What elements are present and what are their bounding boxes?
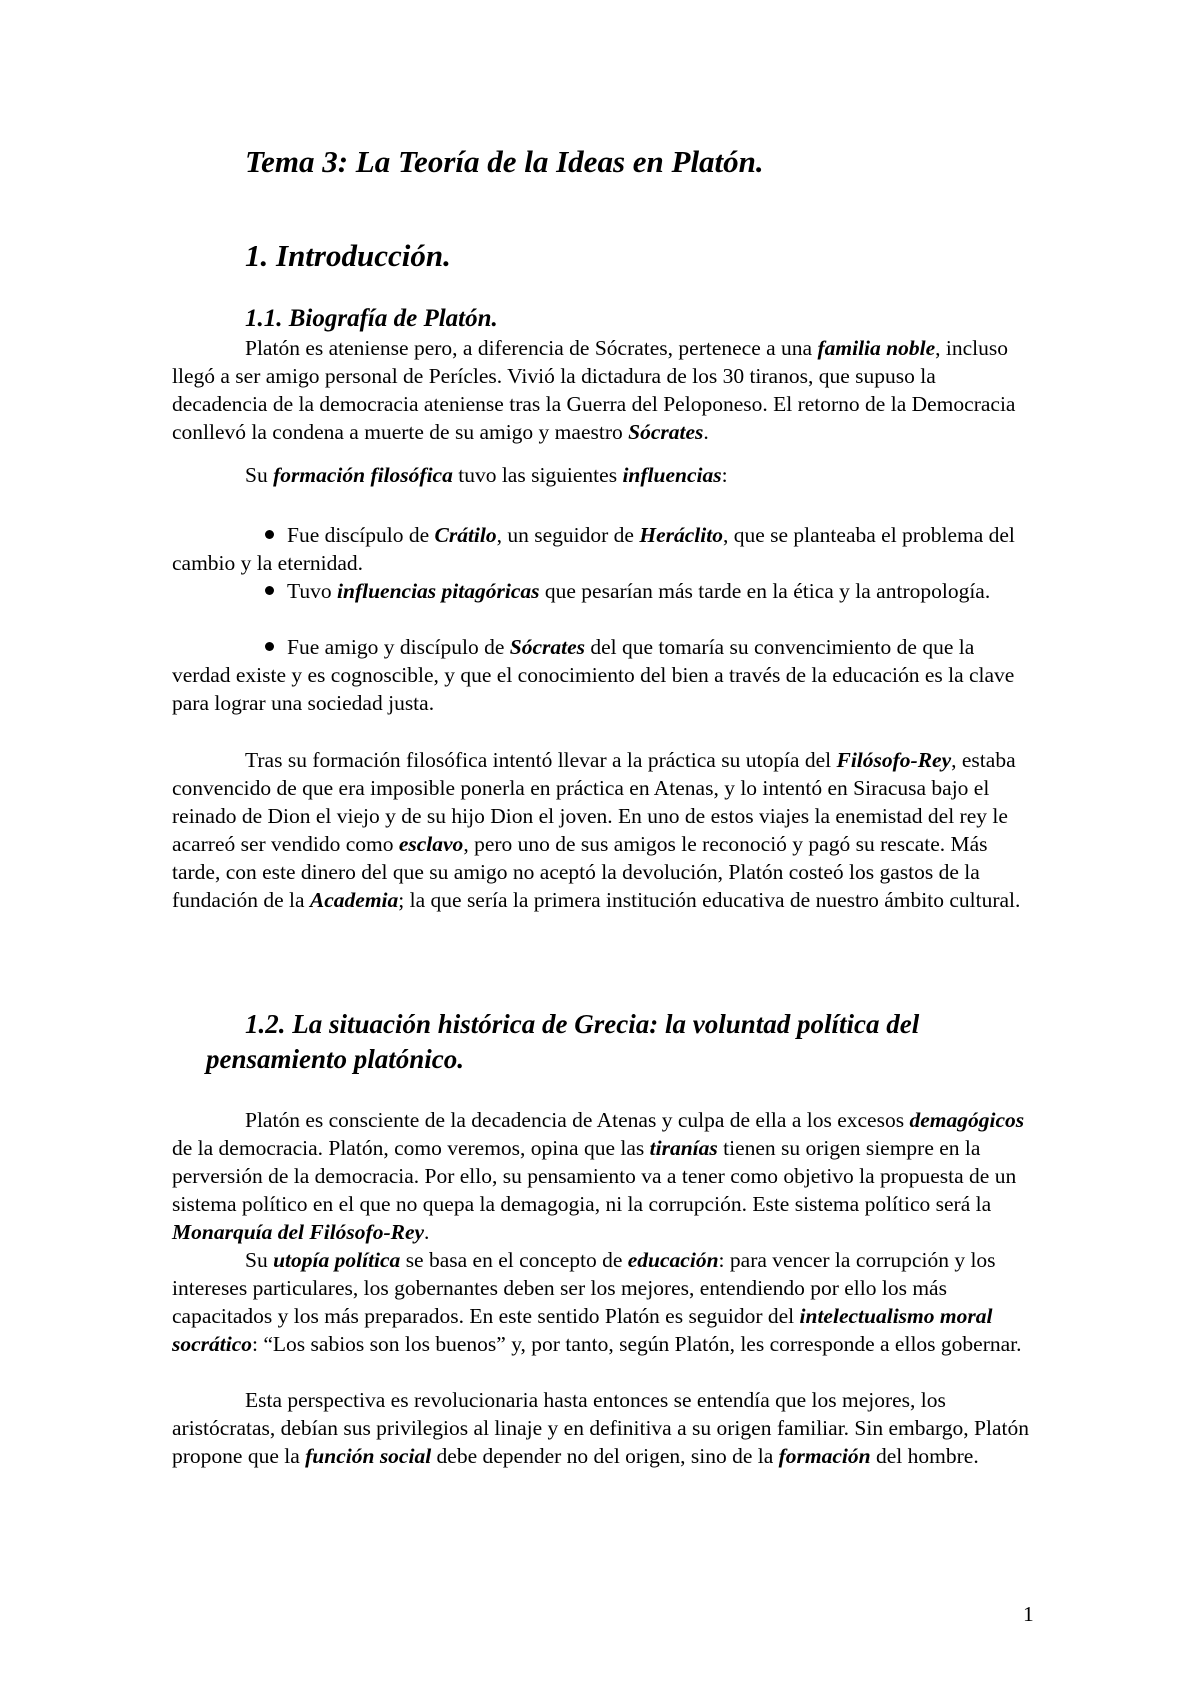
emphasis-demagogicos: demagógicos bbox=[909, 1108, 1025, 1132]
bullet-icon bbox=[265, 642, 274, 651]
emphasis-influencias-pitagoricas: influencias pitagóricas bbox=[337, 579, 540, 603]
text-run: Fue amigo y discípulo de bbox=[287, 635, 510, 659]
text-run: , un seguidor de bbox=[496, 523, 640, 547]
subsection-heading-biografia: 1.1. Biografía de Platón. bbox=[245, 305, 498, 332]
list-item-socrates bbox=[172, 633, 1032, 717]
paragraph-perspectiva-revolucionaria bbox=[172, 1386, 1032, 1470]
emphasis-socrates: Sócrates bbox=[509, 635, 585, 659]
paragraph-biografia bbox=[172, 334, 1032, 446]
emphasis-intelectualismo-moral: intelectualismo moral socrático bbox=[172, 1304, 993, 1356]
text-run: Tras su formación filosófica intentó llevar a la práctica su utopía del bbox=[245, 748, 837, 772]
subsection-heading-situacion-historica: 1.2. La situación histórica de Grecia: la voluntad política del pensamiento platónico. bbox=[206, 1009, 920, 1074]
text-run: , pero uno de sus amigos le reconoció y pagó su rescate. Más tarde, con este dinero del que su amigo no aceptó la devolución, Platón costeó los gastos de la fundación de la bbox=[172, 832, 988, 912]
text-run: Fue discípulo de bbox=[287, 523, 435, 547]
text-run: Platón es consciente de la decadencia de Atenas y culpa de ella a los excesos bbox=[245, 1108, 910, 1132]
emphasis-formacion: formación bbox=[778, 1444, 871, 1468]
text-run: tuvo las siguientes bbox=[452, 463, 623, 487]
emphasis-influencias: influencias bbox=[622, 463, 722, 487]
emphasis-heraclito: Heráclito bbox=[639, 523, 723, 547]
text-run: . bbox=[424, 1220, 430, 1244]
text-run: Platón es ateniense pero, a diferencia de Sócrates, pertenece a una bbox=[245, 336, 818, 360]
text-run: , estaba convencido de que era imposible ponerla en práctica en Atenas, y lo intentó en Siracusa bajo el reinado de Dion el viejo y de su hijo Dion el joven. En uno de estos viajes la enemistad del rey le acarreó ser vendido como bbox=[172, 748, 1016, 856]
paragraph-utopia-politica bbox=[172, 1246, 1032, 1358]
section-heading-introduccion: 1. Introducción. bbox=[245, 238, 451, 273]
emphasis-monarquia-filosofo-rey: Monarquía del Filósofo-Rey bbox=[172, 1220, 425, 1244]
emphasis-filosofo-rey: Filósofo-Rey bbox=[836, 748, 952, 772]
emphasis-formacion-filosofica: formación filosófica bbox=[273, 463, 453, 487]
text-run: de la democracia. Platón, como veremos, opina que las bbox=[172, 1136, 650, 1160]
text-run: se basa en el concepto de bbox=[400, 1248, 628, 1272]
text-run: Su bbox=[245, 1248, 274, 1272]
text-run: Tuvo bbox=[287, 579, 338, 603]
text-run: Su bbox=[245, 463, 274, 487]
paragraph-decadencia-atenas bbox=[172, 1106, 1032, 1246]
text-run: , que se planteaba el problema del cambio y la eternidad. bbox=[172, 523, 1015, 575]
text-run: : “Los sabios son los buenos” y, por tanto, según Platón, les corresponde a ellos gobernar. bbox=[252, 1332, 1022, 1356]
text-run: que pesarían más tarde en la ética y la antropología. bbox=[539, 579, 991, 603]
emphasis-familia-noble: familia noble bbox=[817, 336, 936, 360]
page-number: 1 bbox=[1023, 1602, 1034, 1626]
emphasis-esclavo: esclavo bbox=[398, 832, 464, 856]
bullet-icon bbox=[265, 530, 274, 539]
text-run: debe depender no del origen, sino de la bbox=[431, 1444, 779, 1468]
bullet-icon bbox=[265, 586, 274, 595]
emphasis-cratilo: Crátilo bbox=[434, 523, 497, 547]
text-run: ; la que sería la primera institución educativa de nuestro ámbito cultural. bbox=[398, 888, 1021, 912]
text-run: tienen su origen siempre en la perversión de la democracia. Por ello, su pensamiento va a tener como objetivo la propuesta de un sistema político en el que no quepa la demagogia, ni la corrupción. Este sistema político será la bbox=[172, 1136, 1017, 1216]
emphasis-tiranias: tiranías bbox=[649, 1136, 718, 1160]
emphasis-utopia-politica: utopía política bbox=[273, 1248, 401, 1272]
emphasis-academia: Academia bbox=[309, 888, 399, 912]
text-run: . bbox=[703, 420, 709, 444]
emphasis-funcion-social: función social bbox=[305, 1444, 432, 1468]
paragraph-formacion bbox=[172, 461, 1032, 489]
list-item-cratilo bbox=[172, 521, 1032, 577]
emphasis-socrates: Sócrates bbox=[628, 420, 704, 444]
text-run: : bbox=[721, 463, 728, 487]
text-run: del hombre. bbox=[870, 1444, 979, 1468]
text-run: Esta perspectiva es revolucionaria hasta entonces se entendía que los mejores, los aristócratas, debían sus privilegios al linaje y en definitiva a su origen familiar. Sin embargo, Platón propone que la bbox=[172, 1388, 1030, 1468]
document-title: Tema 3: La Teoría de la Ideas en Platón. bbox=[245, 144, 764, 179]
emphasis-educacion: educación bbox=[627, 1248, 719, 1272]
paragraph-filosofo-rey bbox=[172, 746, 1032, 914]
list-item-pitagoricas bbox=[172, 577, 1032, 605]
text-run: del que tomaría su convencimiento de que la verdad existe y es cognoscible, y que el conocimiento del bien a través de la educación es la clave para lograr una sociedad justa. bbox=[172, 635, 1015, 715]
text-run: , incluso llegó a ser amigo personal de Perícles. Vivió la dictadura de los 30 tiranos, que supuso la decadencia de la democracia ateniense tras la Guerra del Peloponeso. El retorno de la Democracia conllevó la condena a muerte de su amigo y maestro bbox=[172, 336, 1016, 444]
text-run: : para vencer la corrupción y los intereses particulares, los gobernantes deben ser los mejores, entendiendo por ello los más capacitados y los más preparados. En este sentido Platón es seguidor del bbox=[172, 1248, 996, 1328]
